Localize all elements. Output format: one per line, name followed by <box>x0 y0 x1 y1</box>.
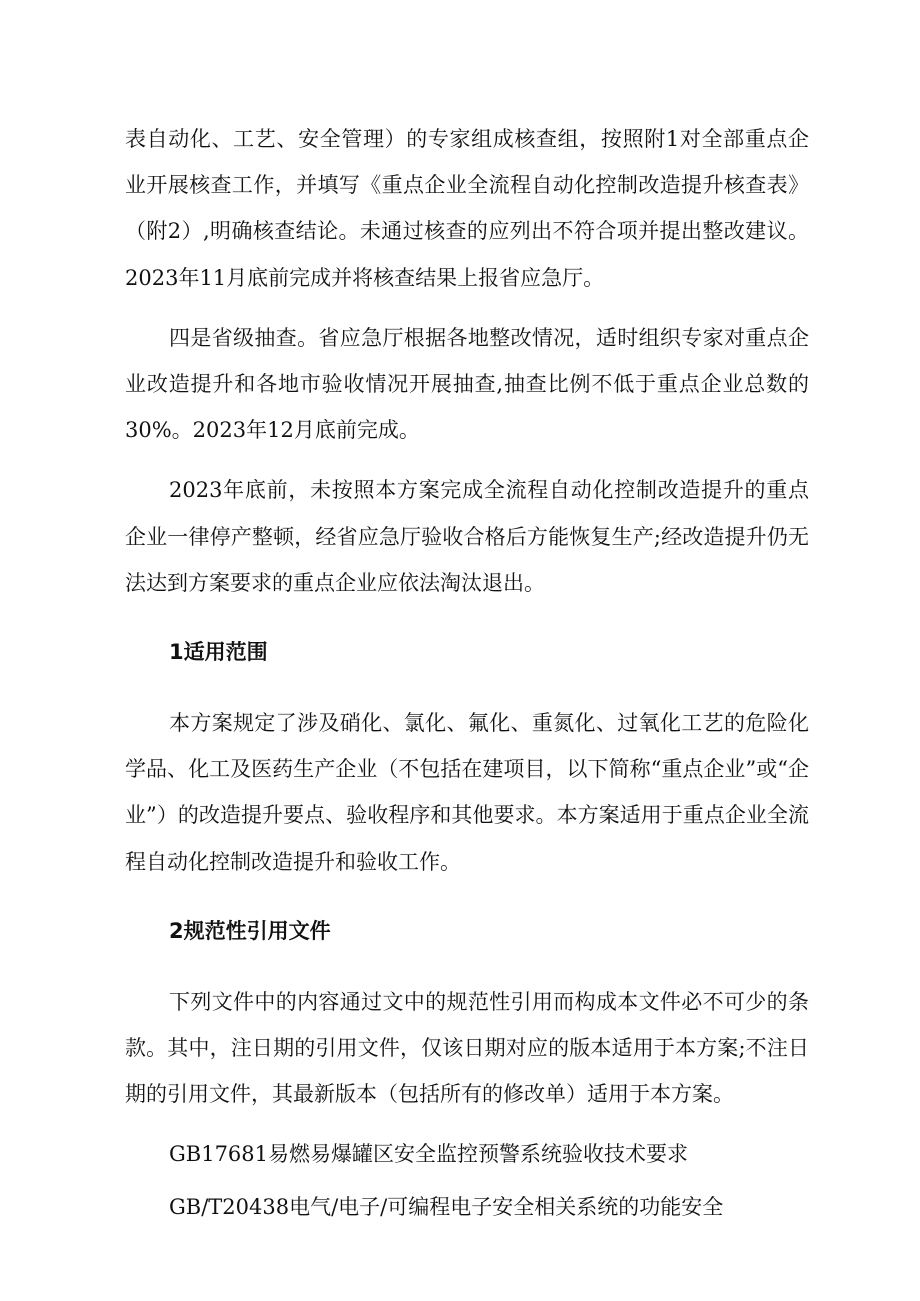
section-heading-normative-references: 2规范性引用文件 <box>169 918 331 943</box>
paragraph-normative-references: 下列文件中的内容通过文中的规范性引用而构成本文件必不可少的条款。其中，注日期的引用文件，仅该日期对应的版本适用于本方案;不注日期的引用文件，其最新版本（包括所有的修改单）适用于本方案。 <box>125 989 809 1107</box>
document-body <box>125 116 809 1230</box>
paragraph-verification-team: 表自动化、工艺、安全管理）的专家组成核查组，按照附1对全部重点企业开展核查工作，并填写《重点企业全流程自动化控制改造提升核查表》（附2）,明确核查结论。未通过核查的应列出不符合项并提出整改建议。2023年11月底前完成并将核查结果上报省应急厅。 <box>125 127 809 290</box>
reference-item: GB17681易燃易爆罐区安全监控预警系统验收技术要求 <box>169 1142 689 1167</box>
paragraph-deadline-requirement: 2023年底前，未按照本方案完成全流程自动化控制改造提升的重点企业一律停产整顿，经省应急厅验收合格后方能恢复生产;经改造提升仍无法达到方案要求的重点企业应依法淘汰退出。 <box>125 478 809 595</box>
paragraph-provincial-spot-check: 四是省级抽查。省应急厅根据各地整改情况，适时组织专家对重点企业改造提升和各地市验收情况开展抽查,抽查比例不低于重点企业总数的30%。2023年12月底前完成。 <box>125 325 809 443</box>
section-heading-scope: 1适用范围 <box>169 640 268 665</box>
paragraph-scope: 本方案规定了涉及硝化、氯化、氟化、重氮化、过氧化工艺的危险化学品、化工及医药生产企业（不包括在建项目，以下简称“重点企业”或“企业”）的改造提升要点、验收程序和其他要求。本方案适用于重点企业全流程自动化控制改造提升和验收工作。 <box>125 711 809 874</box>
reference-item: GB/T20438电气/电子/可编程电子安全相关系统的功能安全 <box>169 1194 724 1219</box>
